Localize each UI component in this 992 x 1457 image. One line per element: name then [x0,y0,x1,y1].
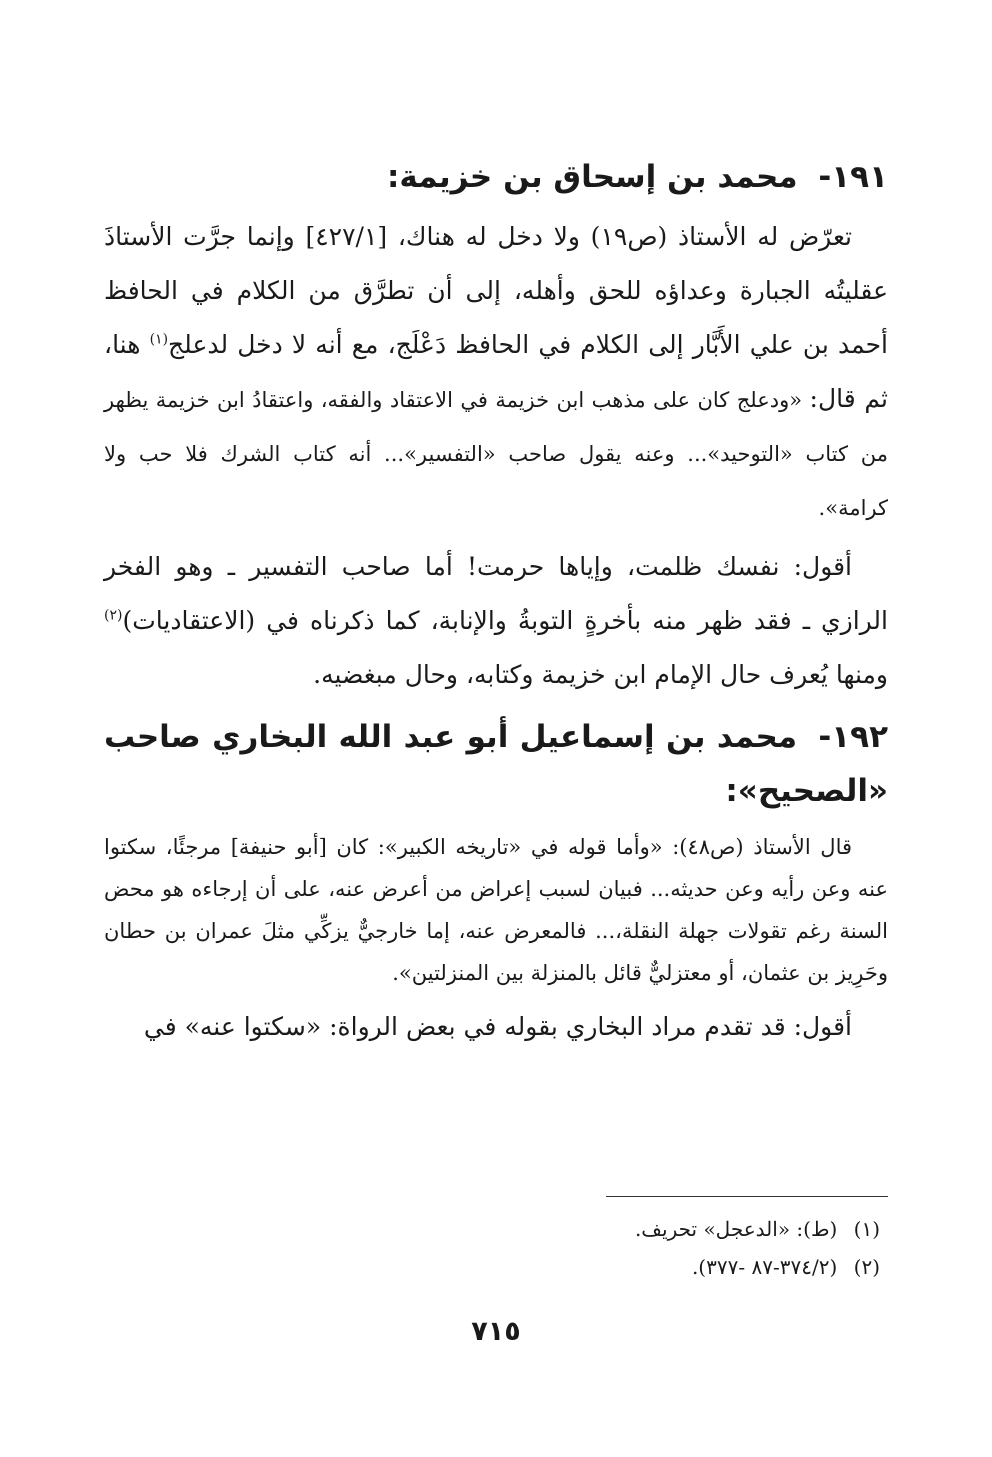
paragraph: قال الأستاذ (ص٤٨): «وأما قوله في «تاريخه الكبير»: كان [أبو حنيفة] مرجئًا، سكتوا عنه وعن رأيه وعن حديثه... فبيان لسبب إعراض من أعرض عنه، على أن إرجاءه هو محض السنة رغم تقولات جهلة النقلة،... فالمعرض عنه، إما خارجيٌّ يزكِّي مثلَ عمران بن حطان وحَرِيز بن عثمان، أو معتزليٌّ قائل بالمنزلة بين المنزلتين». [104,835,888,985]
paragraph [104,540,888,702]
page-number: ٧١٥ [471,1316,521,1347]
entry-title: محمد بن إسماعيل أبو عبد الله البخاري صاحب «الصحيح»: [104,719,888,809]
paragraph-text: ومنها يُعرف حال الإمام ابن خزيمة وكتابه، وحال مبغضيه. [313,660,888,689]
footnote-reference[interactable]: (١) [149,331,169,348]
footnote-divider [606,1196,888,1197]
footnote [635,1210,880,1248]
entry-heading-191 [104,150,888,204]
paragraph [104,210,888,534]
footnote-reference[interactable]: (٢) [104,607,123,624]
footnotes [635,1210,880,1286]
paragraph-text: تعرّض له الأستاذ (ص١٩) ولا دخل له هناك، [٤٢٧/١] وإنما جرَّت الأستاذَ عقليتُه الجبارة وعداؤه للحق وأهله، إلى أن تطرَّق من الكلام في الحافظ أحمد بن علي الأَبَّار إلى الكلام في الحافظ دَعْلَج، مع أنه لا دخل لدعلج [104,222,888,359]
entry-number: ١٩١- [818,159,888,195]
footnote-number: (١) [853,1217,880,1241]
entry-title: محمد بن إسحاق بن خزيمة: [387,159,798,195]
footnote-text: (٣٧٤/٢-٨٧ -٣٧٧). [691,1255,838,1279]
paragraph-text: أقول: نفسك ظلمت، وإياها حرمت! أما صاحب التفسير ـ وهو الفخر الرازي ـ فقد ظهر منه بأخرةٍ التوبةُ والإنابة، كما ذكرناه في (الاعتقاديات) [104,552,888,635]
entry-number: ١٩٢- [818,719,888,755]
footnote [635,1248,880,1286]
entry-heading-192 [104,710,888,818]
paragraph-text: هنا، ثم قال: [104,330,889,413]
main-text [104,150,888,1054]
quotation: «ودعلج كان على مذهب ابن خزيمة في الاعتقاد والفقه، واعتقادُ ابن خزيمة يظهر من كتاب «التوحيد»... وعنه يقول صاحب «التفسير»... أنه كتاب الشرك فلا حب ولا كرامة». [104,388,888,520]
paragraph: أقول: قد تقدم مراد البخاري بقوله في بعض الرواة: «سكتوا عنه» في [143,1012,852,1041]
footnote-number: (٢) [853,1255,880,1279]
footnote-text: (ط): «الدعجل» تحريف. [634,1217,838,1241]
